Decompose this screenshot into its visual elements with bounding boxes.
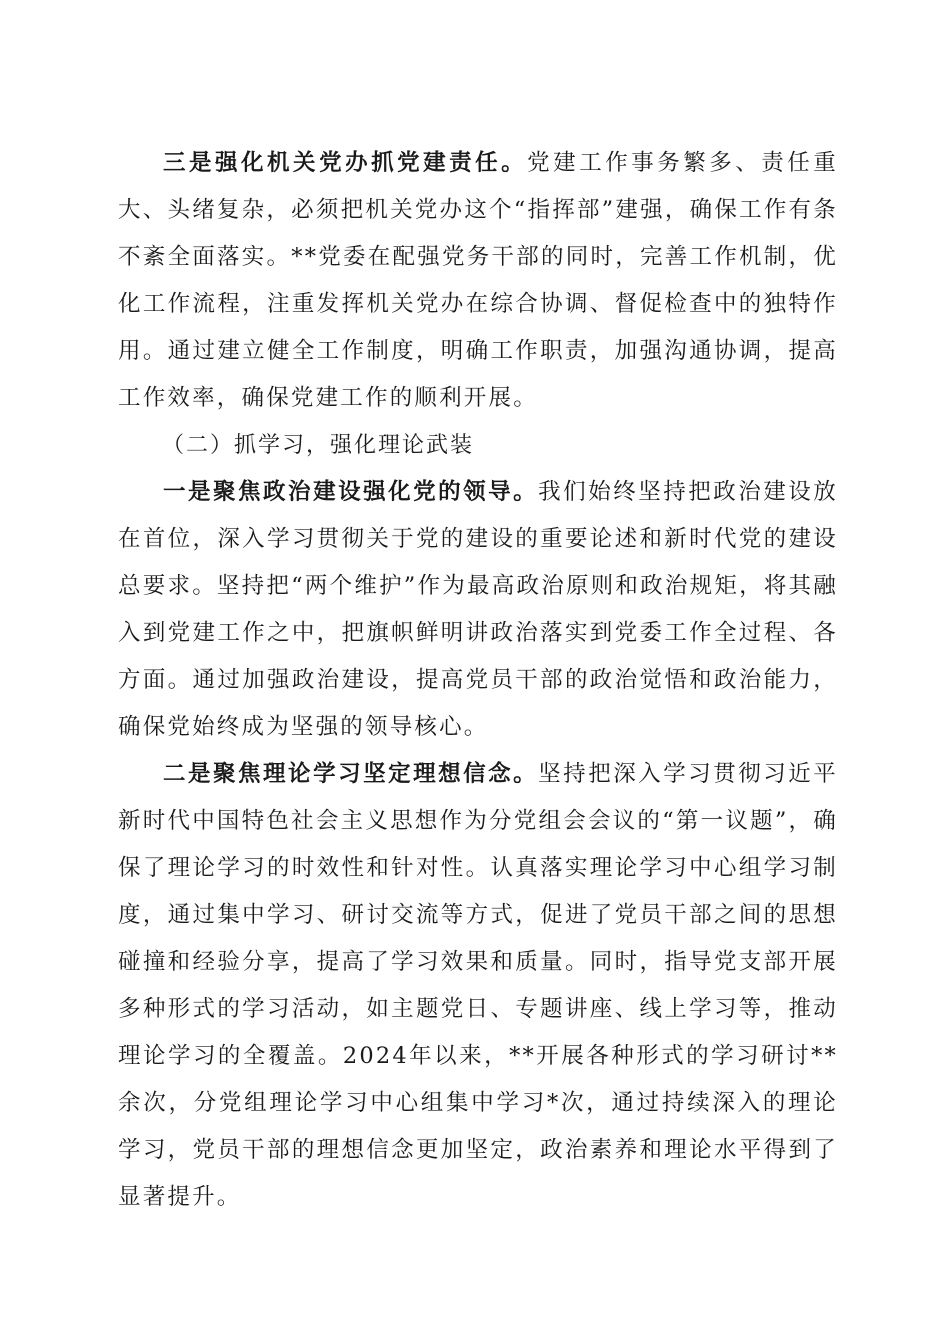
paragraph-party-office-responsibility: [118, 140, 838, 422]
paragraph-lead: 一是聚焦政治建设强化党的领导。: [163, 479, 539, 505]
paragraph-text: 我们始终坚持把政治建设放在首位，深入学习贯彻关于党的建设的重要论述和新时代党的建设总要求。坚持把“两个维护”作为最高政治原则和政治规矩，将其融入到党建工作之中，把旗帜鲜明讲政治落实到党委工作全过程、各方面。通过加强政治建设，提高党员干部的政治觉悟和政治能力，确保党始终成为坚强的领导核心。: [118, 479, 838, 740]
paragraph-lead: 二是聚焦理论学习坚定理想信念。: [163, 761, 539, 787]
paragraph-text: 坚持把深入学习贯彻习近平新时代中国特色社会主义思想作为分党组会会议的“第一议题”，确保了理论学习的时效性和针对性。认真落实理论学习中心组学习制度，通过集中学习、研讨交流等方式，促进了党员干部之间的思想碰撞和经验分享，提高了学习效果和质量。同时，指导党支部开展多种形式的学习活动，如主题党日、专题讲座、线上学习等，推动理论学习的全覆盖。2024年以来，**开展各种形式的学习研讨**余次，分党组理论学习中心组集中学习*次，通过持续深入的理论学习，党员干部的理想信念更加坚定，政治素养和理论水平得到了显著提升。: [118, 761, 838, 1210]
paragraph-political-building: [118, 469, 838, 751]
paragraph-theory-study: [118, 751, 838, 1221]
section-heading: （二）抓学习，强化理论武装: [162, 433, 475, 458]
paragraph-text: 党建工作事务繁多、责任重大、头绪复杂，必须把机关党办这个“指挥部”建强，确保工作有条不紊全面落实。**党委在配强党务干部的同时，完善工作机制，优化工作流程，注重发挥机关党办在综合协调、督促检查中的独特作用。通过建立健全工作制度，明确工作职责，加强沟通协调，提高工作效率，确保党建工作的顺利开展。: [118, 150, 838, 411]
document-body: [118, 140, 838, 1221]
paragraph-lead: 三是强化机关党办抓党建责任。: [163, 150, 528, 176]
